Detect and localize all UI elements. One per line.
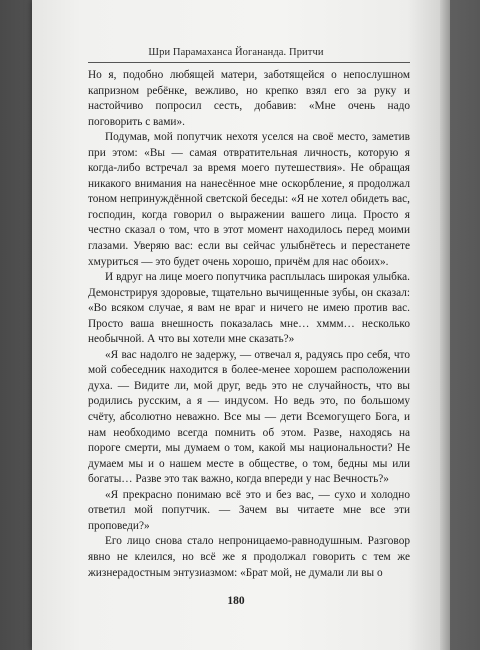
paragraph: Его лицо снова стало непроницаемо-равнодушным. Разговор явно не клеился, но всё же я продолжал говорить с тем же жизнерадостным энтузиазмом: «Брат мой, не думали ли вы о (88, 535, 410, 579)
paragraph: Подумав, мой попутчик нехотя уселся на своё место, заметив при этом: «Вы — самая отвратительная личность, которую я когда-либо встречал за время моего путешествия». Не обращая никакого внимания на нанесённое мне оскорбление, я продолжал тоном непринуждённой светской беседы: «Я не хотел обидеть вас, господин, когда говорил о выражении вашего лица. Просто я честно сказал о том, что в этот момент находилось перед моими глазами. Уверяю вас: если вы сейчас улыбнётесь и перестанете хмуриться — это будет очень хорошо, причём для нас обоих». (88, 131, 410, 268)
body-text (88, 68, 410, 581)
book-page (32, 0, 440, 650)
paragraph: «Я вас надолго не задержу, — отвечал я, радуясь про себя, что мой собеседник находится в более-менее хорошем расположении духа. — Видите ли, мой друг, ведь это не случайность, что вы родились русским, а я — индусом. Но ведь это, по большому счёту, абсолютно неважно. Все мы — дети Всемогущего Бога, и нам необходимо всегда помнить об этом. Разве, находясь на пороге смерти, мы думаем о том, какой мы национальности? Не думаем мы и о нашем месте в обществе, о том, бедны мы или богаты… Разве это так важно, когда впереди у нас Вечность?» (88, 348, 410, 486)
page-number: 180 (227, 595, 245, 607)
header-rule (88, 62, 410, 63)
running-header: Шри Парамаханса Йогананда. Притчи (148, 47, 324, 58)
page-edge (440, 0, 450, 650)
paragraph: «Я прекрасно понимаю всё это и без вас, — сухо и холодно ответил мой попутчик. — Зачем вы читаете мне все эти проповеди?» (88, 488, 410, 532)
paragraph: И вдруг на лице моего попутчика расплылась широкая улыбка. Демонстрируя здоровые, тщательно вычищенные зубы, он сказал: «Во всяком случае, я вам не враг и ничего не имею против вас. Просто ваша внешность показалась мне… хммм… несколько необычной. А что вы хотели мне сказать?» (88, 271, 410, 346)
paragraph: Но я, подобно любящей матери, заботящейся о непослушном капризном ребёнке, вежливо, но крепко взял его за руку и настойчиво попросил сесть, добавив: «Мне очень надо поговорить с вами». (88, 69, 410, 128)
